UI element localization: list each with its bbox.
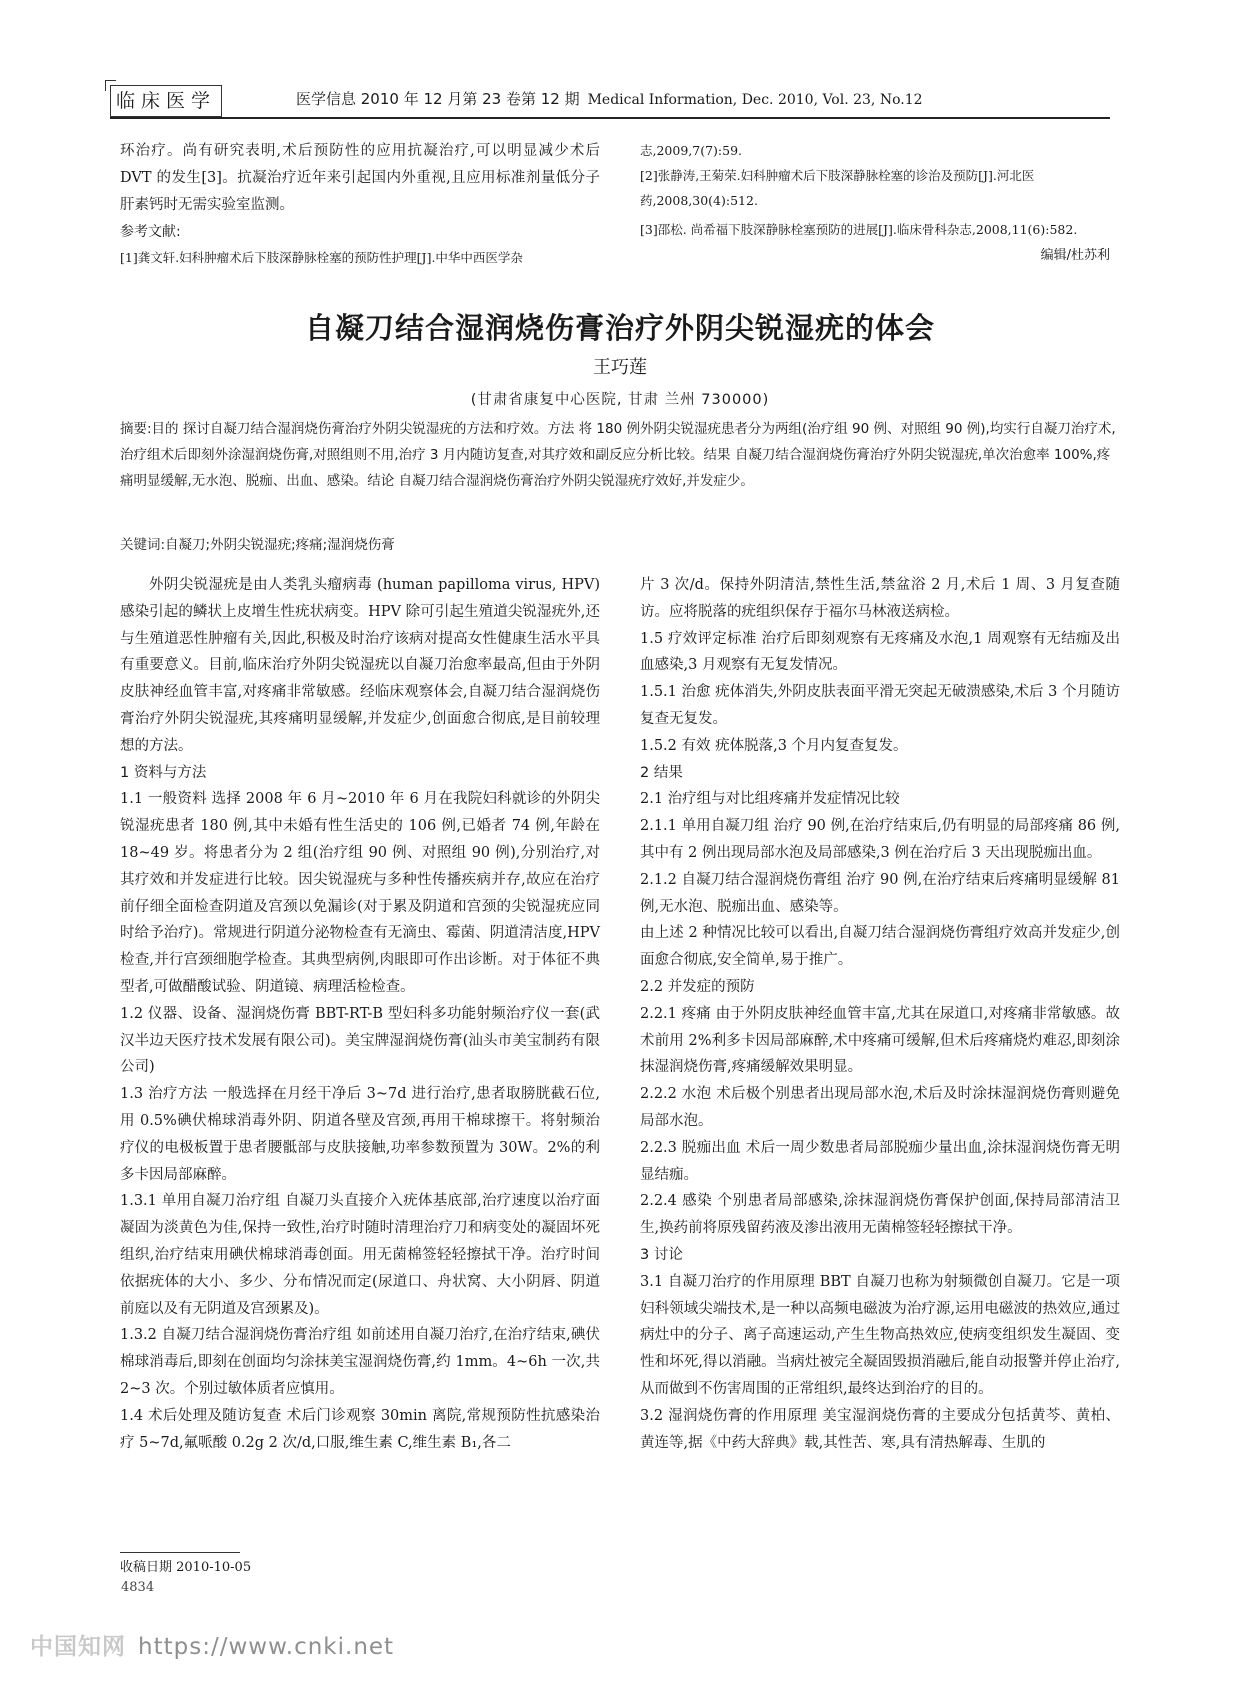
- cnki-logo: 中国知网: [30, 1634, 126, 1660]
- body-paragraph: 1.2 仪器、设备、湿润烧伤膏 BBT-RT-B 型妇科多功能射频治疗仪一套(武汉半边天医疗技术发展有限公司)。美宝牌湿润烧伤膏(汕头市美宝制药有限公司): [120, 1005, 600, 1076]
- editor-credit: 编辑/杜苏利: [1040, 248, 1110, 263]
- body-paragraph: 1.3.2 自凝刀结合湿润烧伤膏治疗组 如前述用自凝刀治疗,在治疗结束,碘伏棉球消毒后,即刻在创面均匀涂抹美宝湿润烧伤膏,约 1mm。4~6h 一次,共 2~3 次。个别过敏体质者应慎用。: [120, 1327, 600, 1397]
- keywords: 关键词:自凝刀;外阴尖锐湿疣;疼痛;湿润烧伤膏: [120, 537, 395, 553]
- body-paragraph: 3.1 自凝刀治疗的作用原理 BBT 自凝刀也称为射频微创自凝刀。它是一项妇科领域尖端技术,是一种以高频电磁波为治疗源,运用电磁波的热效应,通过病灶中的分子、离子高速运动,产生生物高热效应,使病变组织发生凝固、变性和坏死,得以消融。当病灶被完全凝固毁损消融后,能自动报警并停止治疗,从而做到不伤害周围的正常组织,最终达到治疗的目的。: [640, 1273, 1120, 1397]
- body-paragraph: 1.4 术后处理及随访复查 术后门诊观察 30min 离院,常规预防性抗感染治疗 5~7d,氟哌酸 0.2g 2 次/d,口服,维生素 C,维生素 B₁,各二: [120, 1407, 600, 1451]
- footnote-rule: [120, 1552, 240, 1553]
- section-tab: 临床医学: [110, 85, 222, 117]
- body-paragraph: 1.5.1 治愈 疣体消失,外阴皮肤表面平滑无突起无破溃感染,术后 3 个月随访复查无复发。: [640, 684, 1120, 727]
- prev-article-text: 环治疗。尚有研究表明,术后预防性的应用抗凝治疗,可以明显减少术后 DVT 的发生[3]。抗凝治疗近年来引起国内外重视,且应用标准剂量低分子肝素钙时无需实验室监测。: [120, 143, 600, 213]
- header-rule: [110, 117, 1110, 119]
- reference-2: [2]张静涛,王菊荣.妇科肿瘤术后下肢深静脉栓塞的诊治及预防[J].河北医药,2008,30(4):512.: [640, 168, 1035, 208]
- cnki-url: https://www.cnki.net: [138, 1634, 395, 1660]
- watermark: [30, 1628, 394, 1661]
- reference-3: [3]邵松. 尚希福下肢深静脉栓塞预防的进展[J].临床骨科杂志,2008,11(6):582.: [640, 222, 1078, 237]
- prev-article-left: [120, 138, 600, 270]
- received-date: 收稿日期 2010-10-05: [120, 1560, 252, 1575]
- body-paragraph: 1.1 一般资料 选择 2008 年 6 月~2010 年 6 月在我院妇科就诊的外阴尖锐湿疣患者 180 例,其中未婚有性生活史的 106 例,已婚者 74 例,年龄在 18~49 岁。将患者分为 2 组(治疗组 90 例、对照组 90 例),分别治疗,对其疗效和并发症进行比较。因尖锐湿疣与多种性传播疾病并存,故应在治疗前仔细全面检查阴道及宫颈以免漏诊(对于累及阴道和宫颈的尖锐湿疣应同时给予治疗)。常规进行阴道分泌物检查有无滴虫、霉菌、阴道清洁度,HPV 检查,并行宫颈细胞学检查。其典型病例,肉眼即可作出诊断。对于体征不典型者,可做醋酸试验、阴道镜、病理活检检查。: [120, 791, 600, 995]
- body-paragraph: 2.1.1 单用自凝刀组 治疗 90 例,在治疗结束后,仍有明显的局部疼痛 86 例,其中有 2 例出现局部水泡及局部感染,3 例在治疗后 3 天出现脱痂出血。: [640, 818, 1120, 861]
- body-paragraph: 1.5.2 有效 疣体脱落,3 个月内复查复发。: [640, 737, 908, 754]
- prev-article-right: [640, 138, 1120, 242]
- body-paragraph: 2.2.4 感染 个别患者局部感染,涂抹湿润烧伤膏保护创面,保持局部清洁卫生,换药前将原残留药液及渗出液用无菌棉签轻轻擦拭干净。: [640, 1193, 1120, 1237]
- body-paragraph: 3.2 湿润烧伤膏的作用原理 美宝湿润烧伤膏的主要成分包括黄芩、黄柏、黄连等,据《中药大辞典》载,其性苦、寒,具有清热解毒、生肌的: [640, 1407, 1120, 1451]
- journal-cn: 医学信息 2010 年 12 月第 23 卷第 12 期: [296, 90, 580, 108]
- body-paragraph: 1.5 疗效评定标准 治疗后即刻观察有无疼痛及水泡,1 周观察有无结痂及出血感染,3 月观察有无复发情况。: [640, 630, 1120, 674]
- section-heading: 1 资料与方法: [120, 764, 207, 781]
- body-paragraph: 2.1 治疗组与对比组疼痛并发症情况比较: [640, 791, 900, 808]
- body-paragraph: 2.2.2 水泡 术后极个别患者出现局部水泡,术后及时涂抹湿润烧伤膏则避免局部水泡。: [640, 1086, 1120, 1129]
- body-paragraph: 由上述 2 种情况比较可以看出,自凝刀结合湿润烧伤膏组疗效高并发症少,创面愈合彻底,安全简单,易于推广。: [640, 925, 1120, 969]
- article-affiliation: (甘肃省康复中心医院, 甘肃 兰州 730000): [470, 392, 770, 408]
- article-author: 王巧莲: [593, 357, 647, 378]
- body-paragraph: 2.2.3 脱痂出血 术后一周少数患者局部脱痂少量出血,涂抹湿润烧伤膏无明显结痂。: [640, 1139, 1120, 1183]
- article-title: 自凝刀结合湿润烧伤膏治疗外阴尖锐湿疣的体会: [304, 311, 935, 345]
- page-number: 4834: [121, 1580, 155, 1595]
- section-heading: 2 结果: [640, 764, 683, 781]
- reference-1: [1]龚文轩.妇科肿瘤术后下肢深静脉栓塞的预防性护理[J].中华中西医学杂: [120, 250, 523, 265]
- body-paragraph: 2.1.2 自凝刀结合湿润烧伤膏组 治疗 90 例,在治疗结束后疼痛明显缓解 81 例,无水泡、脱痂出血、感染等。: [640, 871, 1120, 915]
- body-paragraph: 1.3.1 单用自凝刀治疗组 自凝刀头直接介入疣体基底部,治疗速度以治疗面凝固为淡黄色为佳,保持一致性,治疗时随时清理治疗刀和病变处的凝固坏死组织,治疗结束用碘伏棉球消毒创面。用无菌棉签轻轻擦拭干净。治疗时间依据疣体的大小、多少、分布情况而定(尿道口、舟状窝、大小阴唇、阴道前庭以及有无阴道及宫颈累及)。: [120, 1193, 600, 1317]
- abstract: 摘要:目的 探讨自凝刀结合湿润烧伤膏治疗外阴尖锐湿疣的方法和疗效。方法 将 180 例外阴尖锐湿疣患者分为两组(治疗组 90 例、对照组 90 例),均实行自凝刀治疗术,治疗组术后即刻外涂湿润烧伤膏,对照组则不用,治疗 3 月内随访复查,对其疗效和副反应分析比较。结果 自凝刀结合湿润烧伤膏治疗外阴尖锐湿疣,单次治愈率 100%,疼痛明显缓解,无水泡、脱痂、出血、感染。结论 自凝刀结合湿润烧伤膏治疗外阴尖锐湿疣疗效好,并发症少。: [120, 421, 1116, 489]
- body-paragraph: 1.3 治疗方法 一般选择在月经干净后 3~7d 进行治疗,患者取膀胱截石位,用 0.5%碘伏棉球消毒外阴、阴道各壁及宫颈,再用干棉球擦干。将射频治疗仪的电极板置于患者腰骶部与皮肤接触,功率参数预置为 30W。2%的利多卡因局部麻醉。: [120, 1086, 600, 1183]
- body-paragraph: 外阴尖锐湿疣是由人类乳头瘤病毒 (human papilloma virus, HPV)感染引起的鳞状上皮增生性疣状病变。HPV 除可引起生殖道尖锐湿疣外,还与生殖道恶性肿瘤有关,因此,积极及时治疗该病对提高女性健康生活水平具有重要意义。目前,临床治疗外阴尖锐湿疣以自凝刀治愈率最高,但由于外阴皮肤神经血管丰富,对疼痛非常敏感。经临床观察体会,自凝刀结合湿润烧伤膏治疗外阴尖锐湿疣,其疼痛明显缓解,并发症少,创面愈合彻底,是目前较理想的方法。: [120, 577, 600, 754]
- reference-1-cont: 志,2009,7(7):59.: [640, 143, 743, 158]
- body-column-right: [640, 572, 1120, 1456]
- section-heading: 3 讨论: [640, 1246, 683, 1263]
- body-paragraph: 片 3 次/d。保持外阴清洁,禁性生活,禁盆浴 2 月,术后 1 周、3 月复查随访。应将脱落的疣组织保存于福尔马林液送病检。: [640, 577, 1120, 620]
- body-paragraph: 2.2 并发症的预防: [640, 978, 755, 995]
- journal-en: Medical Information, Dec. 2010, Vol. 23, No.12: [587, 92, 923, 108]
- body-column-left: [120, 572, 600, 1456]
- body-paragraph: 2.2.1 疼痛 由于外阴皮肤神经血管丰富,尤其在尿道口,对疼痛非常敏感。故术前用 2%利多卡因局部麻醉,术中疼痛可缓解,但术后疼痛烧灼难忍,即刻涂抹湿润烧伤膏,疼痛缓解效果明显。: [640, 1005, 1120, 1076]
- references-heading: 参考文献:: [120, 224, 181, 240]
- running-head: [296, 88, 923, 109]
